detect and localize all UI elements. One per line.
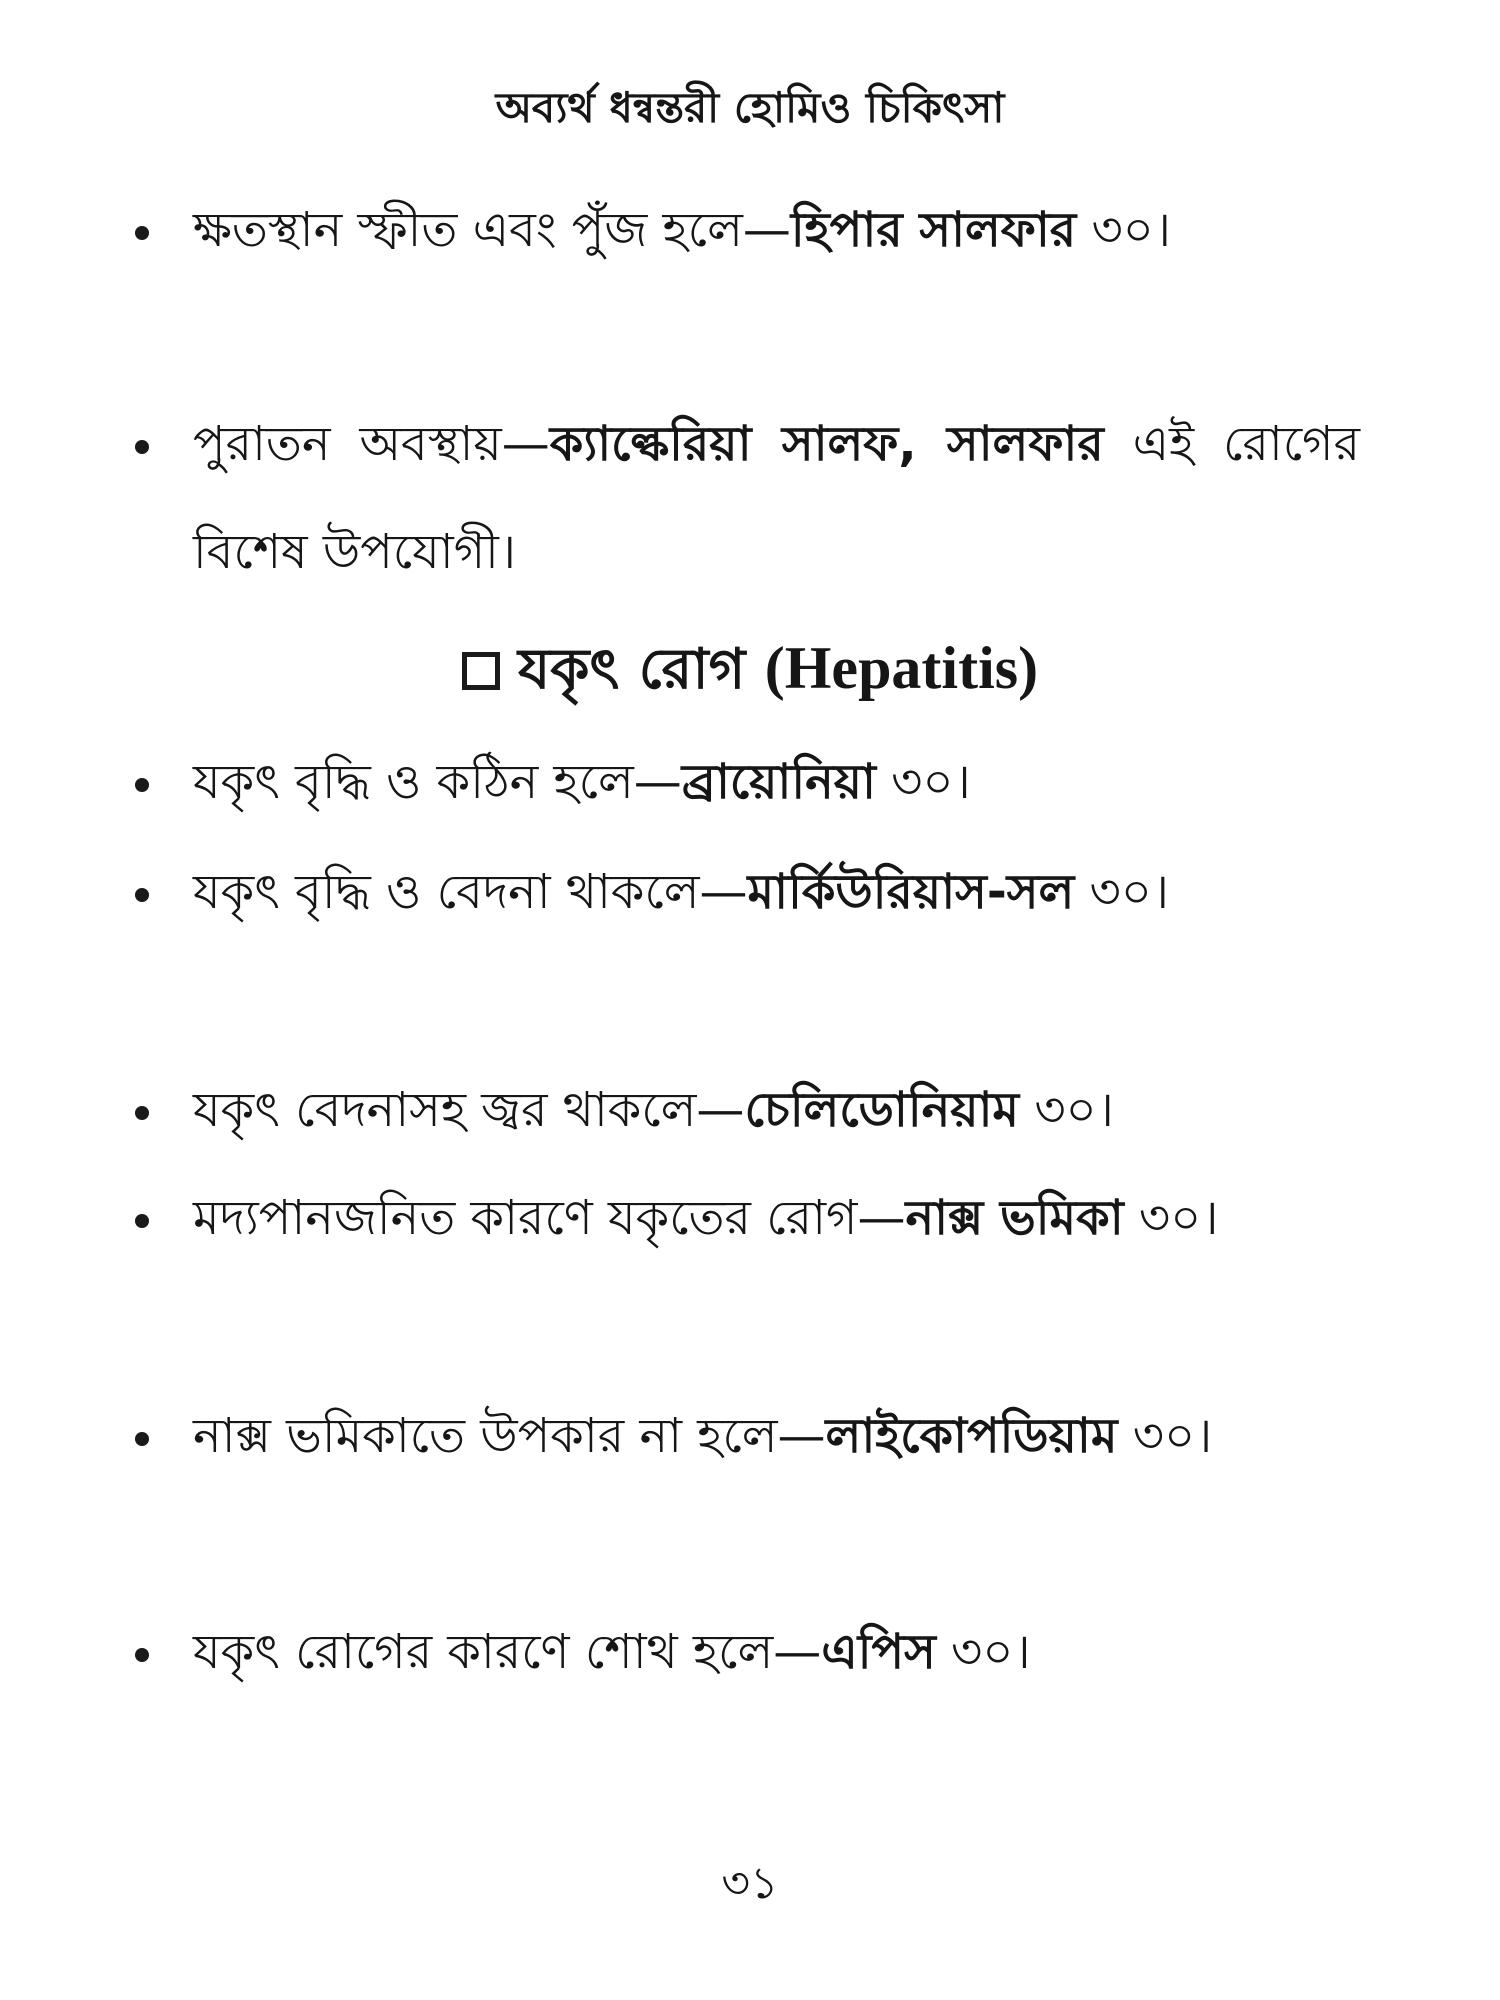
item-condition: নাক্স ভমিকাতে উপকার না হলে— xyxy=(193,1408,826,1464)
item-suffix: ৩০। xyxy=(1074,864,1170,920)
item-condition: মদ্যপানজনিত কারণে যকৃতের রোগ— xyxy=(193,1190,906,1246)
list-item xyxy=(125,1164,1360,1272)
checkbox-icon xyxy=(462,652,500,690)
item-remedy: ক্যাল্কেরিয়া সালফ, সালফার xyxy=(549,416,1104,472)
item-text xyxy=(193,1056,1360,1164)
item-condition: যকৃৎ বৃদ্ধি ও বেদনা থাকলে— xyxy=(193,864,748,920)
item-remedy: লাইকোপডিয়াম xyxy=(825,1408,1118,1464)
page-number: ৩১ xyxy=(721,1858,779,1909)
item-suffix: ৩০। xyxy=(1019,1082,1114,1138)
item-text xyxy=(193,176,1360,284)
list-item xyxy=(125,390,1360,606)
list-item xyxy=(125,838,1360,946)
item-suffix: ৩০। xyxy=(875,754,971,810)
item-suffix: ৩০। xyxy=(1076,202,1172,258)
section-title-en: (Hepatitis) xyxy=(764,635,1039,701)
item-suffix: ৩০। xyxy=(935,1624,1031,1680)
item-condition: যকৃৎ বেদনাসহ জ্বর থাকলে— xyxy=(193,1082,745,1138)
item-condition: যকৃৎ রোগের কারণে শোথ হলে— xyxy=(193,1624,822,1680)
section-title-bn: যকৃৎ রোগ xyxy=(517,637,746,702)
item-remedy: এপিস xyxy=(821,1624,936,1680)
bullet-icon xyxy=(135,440,149,454)
item-condition: যকৃৎ বৃদ্ধি ও কঠিন হলে— xyxy=(193,754,682,810)
bullet-icon xyxy=(135,1648,149,1662)
item-condition: পুরাতন অবস্থায়— xyxy=(193,416,550,472)
running-header: অব্যর্থ ধন্বন্তরী হোমিও চিকিৎসা xyxy=(495,83,1005,132)
list-item xyxy=(125,176,1360,284)
item-remedy: নাক্স ভমিকা xyxy=(905,1190,1124,1246)
bullet-icon xyxy=(135,226,149,240)
item-text xyxy=(193,728,1360,836)
item-suffix: ৩০। xyxy=(1117,1408,1213,1464)
bullet-icon xyxy=(135,778,149,792)
item-text xyxy=(193,390,1360,606)
item-remedy: ব্রায়োনিয়া xyxy=(681,754,876,810)
item-condition: ক্ষতস্থান স্ফীত এবং পুঁজ হলে— xyxy=(193,202,791,258)
list-item xyxy=(125,1598,1360,1706)
list-item xyxy=(125,728,1360,836)
section-heading xyxy=(0,628,1500,710)
item-text xyxy=(193,1598,1360,1706)
bullet-icon xyxy=(135,1214,149,1228)
list-item xyxy=(125,1382,1360,1490)
item-remedy: চেলিডোনিয়াম xyxy=(744,1082,1020,1138)
item-text xyxy=(193,1164,1360,1272)
bullet-icon xyxy=(135,1432,149,1446)
item-remedy: হিপার সালফার xyxy=(790,202,1077,258)
item-text xyxy=(193,1382,1360,1490)
bullet-icon xyxy=(135,1106,149,1120)
item-remedy: মার্কিউরিয়াস-সল xyxy=(747,864,1075,920)
list-item xyxy=(125,1056,1360,1164)
item-suffix: ৩০। xyxy=(1123,1190,1219,1246)
item-text xyxy=(193,838,1360,946)
bullet-icon xyxy=(135,888,149,902)
item-suffix: এই রোগের বিশেষ উপযোগী। xyxy=(193,416,1360,580)
